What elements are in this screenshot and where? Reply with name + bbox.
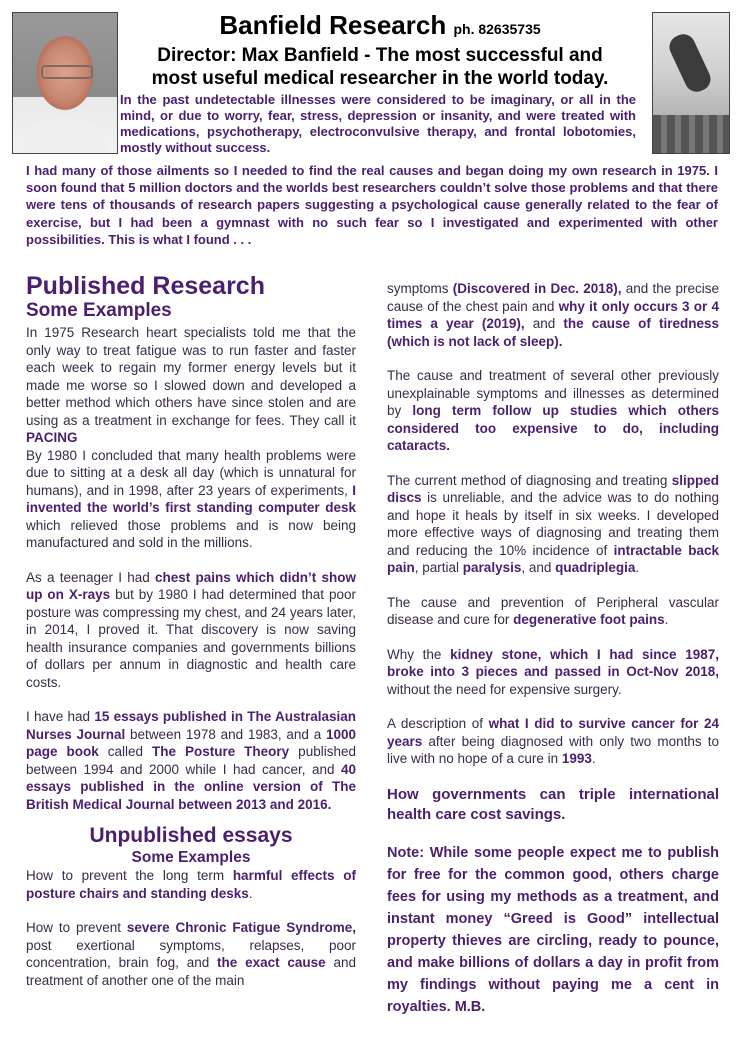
body-text: post exertional symptoms, relapses, poor concentration, brain fog, and [26,937,356,970]
foot-pains-paragraph [387,594,719,629]
body-text: between 1978 and 1983, and a [125,726,326,742]
body-text: How to prevent [26,920,127,935]
title-text: Banfield Research [219,10,447,40]
some-examples-subheading: Some Examples [26,300,172,321]
body-text: . [591,751,596,766]
page-title [120,10,640,41]
emphasis-text: (Discovered in Dec. 2018), [452,281,622,296]
emphasis-text: chest pains which didn’t show up on X-rays [26,569,356,602]
body-text: is unreliable, and the advice was to do nothing and hope it heals by itself in six weeks. I developed more effective ways of diagnosing and treating them and reducing the 10% incidence of [387,490,719,558]
director-line-2: most useful medical researcher in the world today. [151,68,609,89]
cost-savings-paragraph: How governments can triple international health care cost savings. [387,785,719,823]
emphasis-text: intractable back pain [387,542,720,575]
emphasis-text: 1993 [561,751,592,766]
symptoms-paragraph [387,280,719,350]
chronic-fatigue-paragraph [26,919,356,989]
body-text: Why the [387,646,451,662]
body-text: . [248,885,253,901]
note-paragraph: Note: While some people expect me to publish for free for the common good, others charge fees for using my methods as a treatment, and instant money “Greed is Good” intellectual property thieves are circling, ready to pounce, and make billions of dollars a day in profit from my findings without paying me a cent in royalties. M.B. [387,844,719,1015]
body-text: In 1975 Research heart specialists told me that the only way to treat fatigue was to run faster and faster each week to regain my former energy levels but it made me worse so I slowed down and developed a better method which others have since stolen and are using as a treatment in exchange for fees. They call it [26,325,356,428]
body-text: but by 1980 I had determined that poor posture was compressing my chest, and 24 years later, in 2014, I proved it. That discovery is now saving health insurance companies and governments billions of dollars per annum in diagnostic and health care costs. [26,587,357,690]
body-text: By 1980 I concluded that many health problems were due to sitting at a desk all day (which is unnatural for humans), and in 1998, after 23 years of experiments, [26,447,356,498]
emphasis-text: harmful effects of posture chairs and standing desks [26,868,356,901]
emphasis-text: why it only occurs 3 or 4 times a year (2019), [387,298,720,331]
chest-pains-paragraph [26,569,356,692]
unpublished-essays-heading: Unpublished essays [89,824,293,847]
emphasis-text: 40 essays published in the online version of The British Medical Journal between 2013 and 2016. [26,761,356,812]
some-examples-subheading-2: Some Examples [131,849,251,866]
intro-paragraph-2: I had many of those ailments so I needed to find the real causes and began doing my own research in 1975. I soon found that 5 million doctors and the worlds best researchers couldn’t solve those problems and that there were tens of thousands of research papers suggesting a psychological cause generally related to the fear of exercise, but I had been a gymnast with no such fear so I investigated and experimented with other possibilities. This is what I found . . . [26,163,718,247]
body-text: . [635,560,640,575]
emphasis-text: 1000 page book [26,726,356,759]
glasses-shape [41,65,93,79]
director-line-1: Director: Max Banfield - The most successful and [157,45,603,66]
body-text: . [664,612,669,627]
body-text: How to prevent the long term [26,868,233,883]
emphasis-text: the exact cause [217,955,326,970]
body-text: symptoms [387,281,453,296]
standing-desk-paragraph [26,447,356,552]
crowd-shape [653,115,729,153]
left-column [26,272,356,989]
body-text: The cause and treatment of several other previously unexplainable symptoms and illnesses as determined by [387,368,719,418]
body-text: which relieved those problems and is now being manufactured and sold in the millions. [26,517,356,550]
slipped-discs-paragraph [387,472,719,577]
emphasis-text: 15 essays published in The Australasian Nurses Journal [26,709,356,742]
body-text: A description of [387,716,489,731]
body-text: , partial [414,560,463,575]
follow-up-studies-paragraph [387,367,719,455]
body-text: The current method of diagnosing and treating [387,472,672,488]
body-text: and the precise cause of the chest pain and [387,281,720,314]
body-text: The cause and prevention of Peripheral vascular disease and cure for [387,594,719,627]
shirt-shape [21,119,109,153]
emphasis-text: what I did to survive cancer for 24 years [387,716,719,749]
director-line [120,44,640,90]
emphasis-text: The Posture Theory [151,744,290,759]
pacing-paragraph [26,324,356,447]
posture-chairs-paragraph [26,867,356,902]
emphasis-text: quadriplegia [555,560,636,575]
emphasis-text: slipped discs [387,472,719,505]
emphasis-text: degenerative foot pains [513,612,665,627]
body-text: and [524,316,564,331]
director-portrait-photo [12,12,118,154]
body-text: I have had [26,709,95,724]
body-text: , and [521,560,556,575]
body-text: and treatment of another one of the main [26,955,356,988]
emphasis-text: I invented the world’s first standing computer desk [26,482,356,515]
body-text: called [98,744,152,759]
cancer-survival-paragraph [387,715,719,768]
emphasis-text: PACING [26,430,78,445]
body-text: As a teenager I had [26,569,156,585]
emphasis-text: long term follow up studies which others considered too expensive to do, including cataracts. [387,403,720,453]
kidney-stone-paragraph [387,646,719,699]
phone-number: ph. 82635735 [453,21,541,37]
emphasis-text: kidney stone, which I had since 1987, broke into 3 pieces and passed in Oct-Nov 2018, [387,646,719,679]
gymnast-figure [666,30,715,95]
body-text: after being diagnosed with only two months to live with no hope of a cure in [387,733,719,766]
emphasis-text: paralysis [462,560,522,575]
body-text: published between 1994 and 2000 while I had cancer, and [26,744,356,777]
emphasis-text: severe Chronic Fatigue Syndrome, [126,920,356,935]
gymnast-photo [652,12,730,154]
body-text: without the need for expensive surgery. [387,681,622,697]
published-research-heading: Published Research [26,272,265,300]
publications-paragraph [26,708,356,813]
right-column [387,280,719,1035]
intro-paragraph-1: In the past undetectable illnesses were considered to be imaginary, or all in the mind, or due to worry, fear, stress, depression or insanity, and were treated with medications, psychotherapy, electroconvulsive therapy, and frontal lobotomies, mostly without success. [120,92,636,155]
emphasis-text: the cause of tiredness (which is not lack of sleep). [387,316,719,349]
